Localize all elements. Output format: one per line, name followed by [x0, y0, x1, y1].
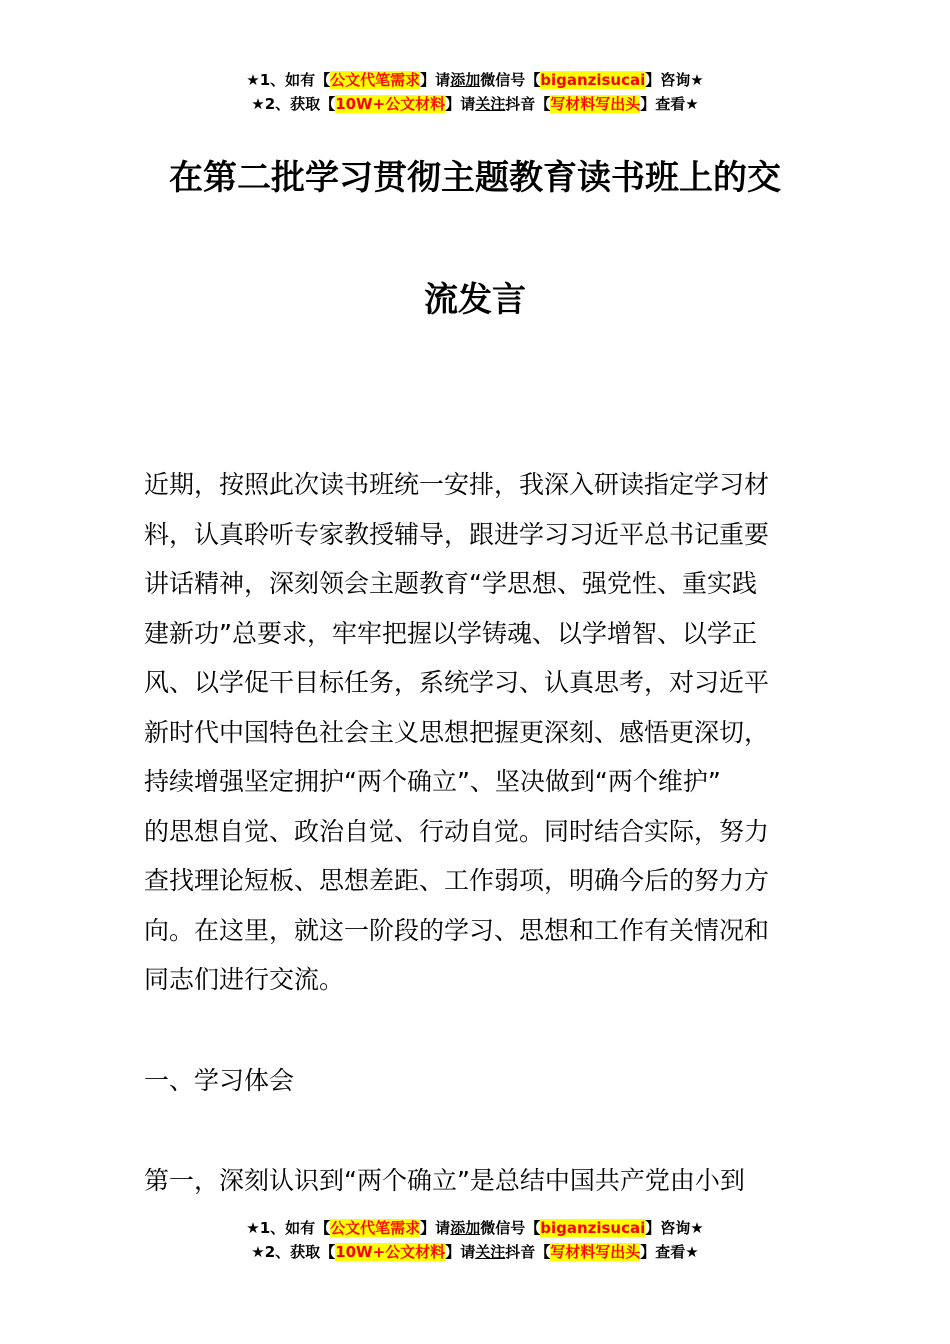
- section-heading-1: 一、学习体会: [144, 1066, 295, 1095]
- footer-ad-banner: [0, 1216, 950, 1264]
- banner-text: 】查看★: [640, 1243, 699, 1261]
- paragraph-line: 的思想自觉、政治自觉、行动自觉。同时结合实际，努力: [144, 816, 770, 846]
- banner-text: 抖音【: [505, 1243, 551, 1261]
- paragraph-line: 向。在这里，就这一阶段的学习、思想和工作有关情况和: [144, 915, 770, 945]
- banner-text: ★2、获取【: [251, 95, 336, 113]
- banner-text: ★1、如有【: [246, 71, 331, 89]
- paragraph-line: 查找理论短板、思想差距、工作弱项，明确今后的努力方: [144, 866, 770, 895]
- banner-text: 】咨询★: [645, 1219, 704, 1237]
- highlight-douyin-account: 写材料写出头: [550, 1243, 641, 1261]
- banner-text: ★2、获取【: [251, 1243, 336, 1261]
- banner-text: 】请: [420, 1219, 451, 1237]
- banner-underlined-text: 关注: [475, 95, 506, 113]
- paragraph-line: 讲话精神，深刻领会主题教育“学思想、强党性、重实践: [144, 569, 757, 598]
- banner-line-2: [0, 1240, 950, 1264]
- highlight-materials: 10W+公文材料: [335, 1243, 446, 1261]
- highlight-service: 公文代笔需求: [330, 71, 421, 89]
- banner-text: 】请: [445, 95, 476, 113]
- paragraph-line: 料，认真聆听专家教授辅导，跟进学习习近平总书记重要: [144, 519, 770, 549]
- highlight-service: 公文代笔需求: [330, 1219, 421, 1237]
- paragraph-line: 同志们进行交流。: [144, 965, 345, 994]
- banner-underlined-text: 添加: [450, 1219, 481, 1237]
- paragraph-line: 新时代中国特色社会主义思想把握更深刻、感悟更深切，: [144, 717, 770, 747]
- highlight-materials: 10W+公文材料: [335, 95, 446, 113]
- banner-text: 】请: [420, 71, 451, 89]
- banner-underlined-text: 关注: [475, 1243, 506, 1261]
- banner-text: 】查看★: [640, 95, 699, 113]
- banner-text: 】请: [445, 1243, 476, 1261]
- banner-text: 微信号【: [480, 71, 541, 89]
- document-title-line-2: 流发言: [424, 280, 526, 320]
- paragraph-line: 风、以学促干目标任务，系统学习、认真思考，对习近平: [144, 668, 770, 697]
- header-ad-banner: [0, 68, 950, 116]
- highlight-wechat-id: biganzisucai: [540, 71, 646, 89]
- banner-line-1: [0, 68, 950, 92]
- highlight-douyin-account: 写材料写出头: [550, 95, 641, 113]
- paragraph-line: 持续增强坚定拥护“两个确立”、坚决做到“两个维护”: [144, 767, 721, 796]
- paragraph-line: 建新功”总要求，牢牢把握以学铸魂、以学增智、以学正: [144, 618, 757, 648]
- banner-line-2: [0, 92, 950, 116]
- paragraph-line: 近期，按照此次读书班统一安排，我深入研读指定学习材: [144, 470, 770, 499]
- paragraph-line: 第一，深刻认识到“两个确立”是总结中国共产党由小到: [144, 1166, 745, 1195]
- body-paragraph-1: [144, 460, 812, 1005]
- banner-text: 】咨询★: [645, 71, 704, 89]
- banner-line-1: [0, 1216, 950, 1240]
- body-paragraph-2: [144, 1156, 812, 1206]
- banner-text: 抖音【: [505, 95, 551, 113]
- banner-underlined-text: 添加: [450, 71, 481, 89]
- document-title-line-1: 在第二批学习贯彻主题教育读书班上的交: [169, 158, 781, 198]
- highlight-wechat-id: biganzisucai: [540, 1219, 646, 1237]
- banner-text: ★1、如有【: [246, 1219, 331, 1237]
- banner-text: 微信号【: [480, 1219, 541, 1237]
